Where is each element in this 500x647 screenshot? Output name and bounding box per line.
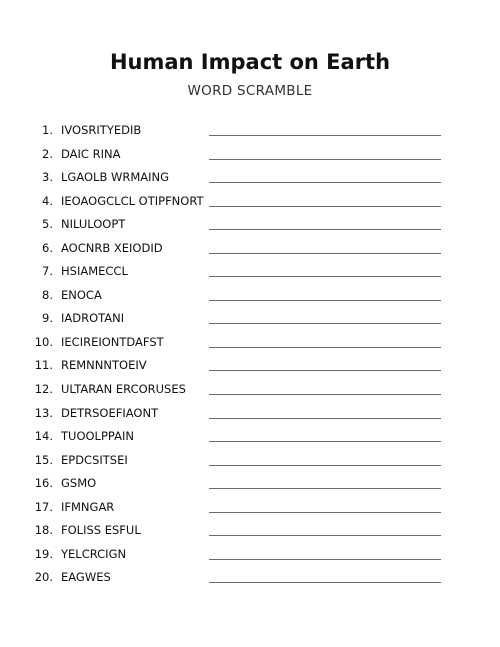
puzzle-item-14 xyxy=(0,424,500,448)
answer-line[interactable] xyxy=(209,347,441,348)
scrambled-word: AOCNRB XEIODID xyxy=(61,240,163,255)
answer-line[interactable] xyxy=(209,159,441,160)
puzzle-item-11 xyxy=(0,353,500,377)
item-number: 2. xyxy=(42,146,53,161)
item-number: 7. xyxy=(42,264,53,279)
item-number: 19. xyxy=(34,546,53,561)
answer-line[interactable] xyxy=(209,418,441,419)
item-number: 1. xyxy=(42,123,53,137)
scrambled-word: IFMNGAR xyxy=(61,499,115,514)
scrambled-word: YELCRCIGN xyxy=(61,546,127,561)
item-number: 17. xyxy=(34,499,53,514)
puzzle-item-3 xyxy=(0,165,500,189)
answer-line[interactable] xyxy=(209,582,441,583)
scrambled-word: HSIAMECCL xyxy=(61,264,128,279)
scrambled-word: DAIC RINA xyxy=(61,146,121,161)
scrambled-word: DETRSOEFIAONT xyxy=(61,405,159,420)
puzzle-item-9 xyxy=(0,306,500,330)
answer-line[interactable] xyxy=(209,323,441,324)
scrambled-word: FOLISS ESFUL xyxy=(61,523,141,538)
item-number: 11. xyxy=(34,358,53,373)
scrambled-word: NILULOOPT xyxy=(61,217,126,232)
answer-line[interactable] xyxy=(209,253,441,254)
answer-line[interactable] xyxy=(209,488,441,489)
answer-line[interactable] xyxy=(209,559,441,560)
answer-line[interactable] xyxy=(209,300,441,301)
puzzle-item-19 xyxy=(0,542,500,566)
answer-line[interactable] xyxy=(209,394,441,395)
puzzle-item-5 xyxy=(0,212,500,236)
answer-line[interactable] xyxy=(209,465,441,466)
item-number: 10. xyxy=(34,334,53,349)
scrambled-word: IVOSRITYEDIB xyxy=(61,123,142,137)
answer-line[interactable] xyxy=(209,370,441,371)
puzzle-item-7 xyxy=(0,259,500,283)
puzzle-item-20 xyxy=(0,565,500,589)
puzzle-item-12 xyxy=(0,377,500,401)
puzzle-item-10 xyxy=(0,330,500,354)
puzzle-item-15 xyxy=(0,448,500,472)
scrambled-word: REMNNNTOEIV xyxy=(61,358,147,373)
item-number: 5. xyxy=(42,217,53,232)
scrambled-word: EAGWES xyxy=(61,570,111,585)
answer-line[interactable] xyxy=(209,182,441,183)
answer-line[interactable] xyxy=(209,441,441,442)
answer-line[interactable] xyxy=(209,276,441,277)
item-number: 9. xyxy=(42,311,53,326)
answer-line[interactable] xyxy=(209,206,441,207)
scrambled-word: IEOAOGCLCL OTIPFNORT xyxy=(61,193,204,208)
puzzle-item-8 xyxy=(0,283,500,307)
puzzle-item-16 xyxy=(0,471,500,495)
scrambled-word: ENOCA xyxy=(61,287,102,302)
page-subtitle: WORD SCRAMBLE xyxy=(187,83,313,99)
item-number: 4. xyxy=(42,193,53,208)
item-number: 6. xyxy=(42,240,53,255)
answer-line[interactable] xyxy=(209,512,441,513)
answer-line[interactable] xyxy=(209,135,441,136)
puzzle-item-2 xyxy=(0,142,500,166)
item-number: 13. xyxy=(34,405,53,420)
answer-line[interactable] xyxy=(209,535,441,536)
scrambled-word: IADROTANI xyxy=(61,311,125,326)
answer-line[interactable] xyxy=(209,229,441,230)
item-number: 3. xyxy=(42,170,53,185)
puzzle-item-13 xyxy=(0,401,500,425)
puzzle-item-6 xyxy=(0,236,500,260)
page-title: Human Impact on Earth xyxy=(109,50,391,74)
scrambled-word: ULTARAN ERCORUSES xyxy=(61,382,186,397)
puzzle-item-1 xyxy=(0,118,500,142)
puzzle-item-4 xyxy=(0,189,500,213)
scrambled-word: LGAOLB WRMAING xyxy=(61,170,170,185)
scrambled-word: EPDCSITSEI xyxy=(61,452,128,467)
item-number: 12. xyxy=(34,382,53,397)
scrambled-word: IECIREIONTDAFST xyxy=(61,334,164,349)
item-number: 16. xyxy=(34,476,53,491)
item-number: 14. xyxy=(34,429,53,444)
item-number: 15. xyxy=(34,452,53,467)
scrambled-word: GSMO xyxy=(61,476,97,491)
scrambled-word: TUOOLPPAIN xyxy=(61,429,134,444)
puzzle-item-17 xyxy=(0,495,500,519)
item-number: 18. xyxy=(34,523,53,538)
item-number: 8. xyxy=(42,287,53,302)
puzzle-list xyxy=(0,118,500,589)
puzzle-item-18 xyxy=(0,518,500,542)
item-number: 20. xyxy=(34,570,53,585)
